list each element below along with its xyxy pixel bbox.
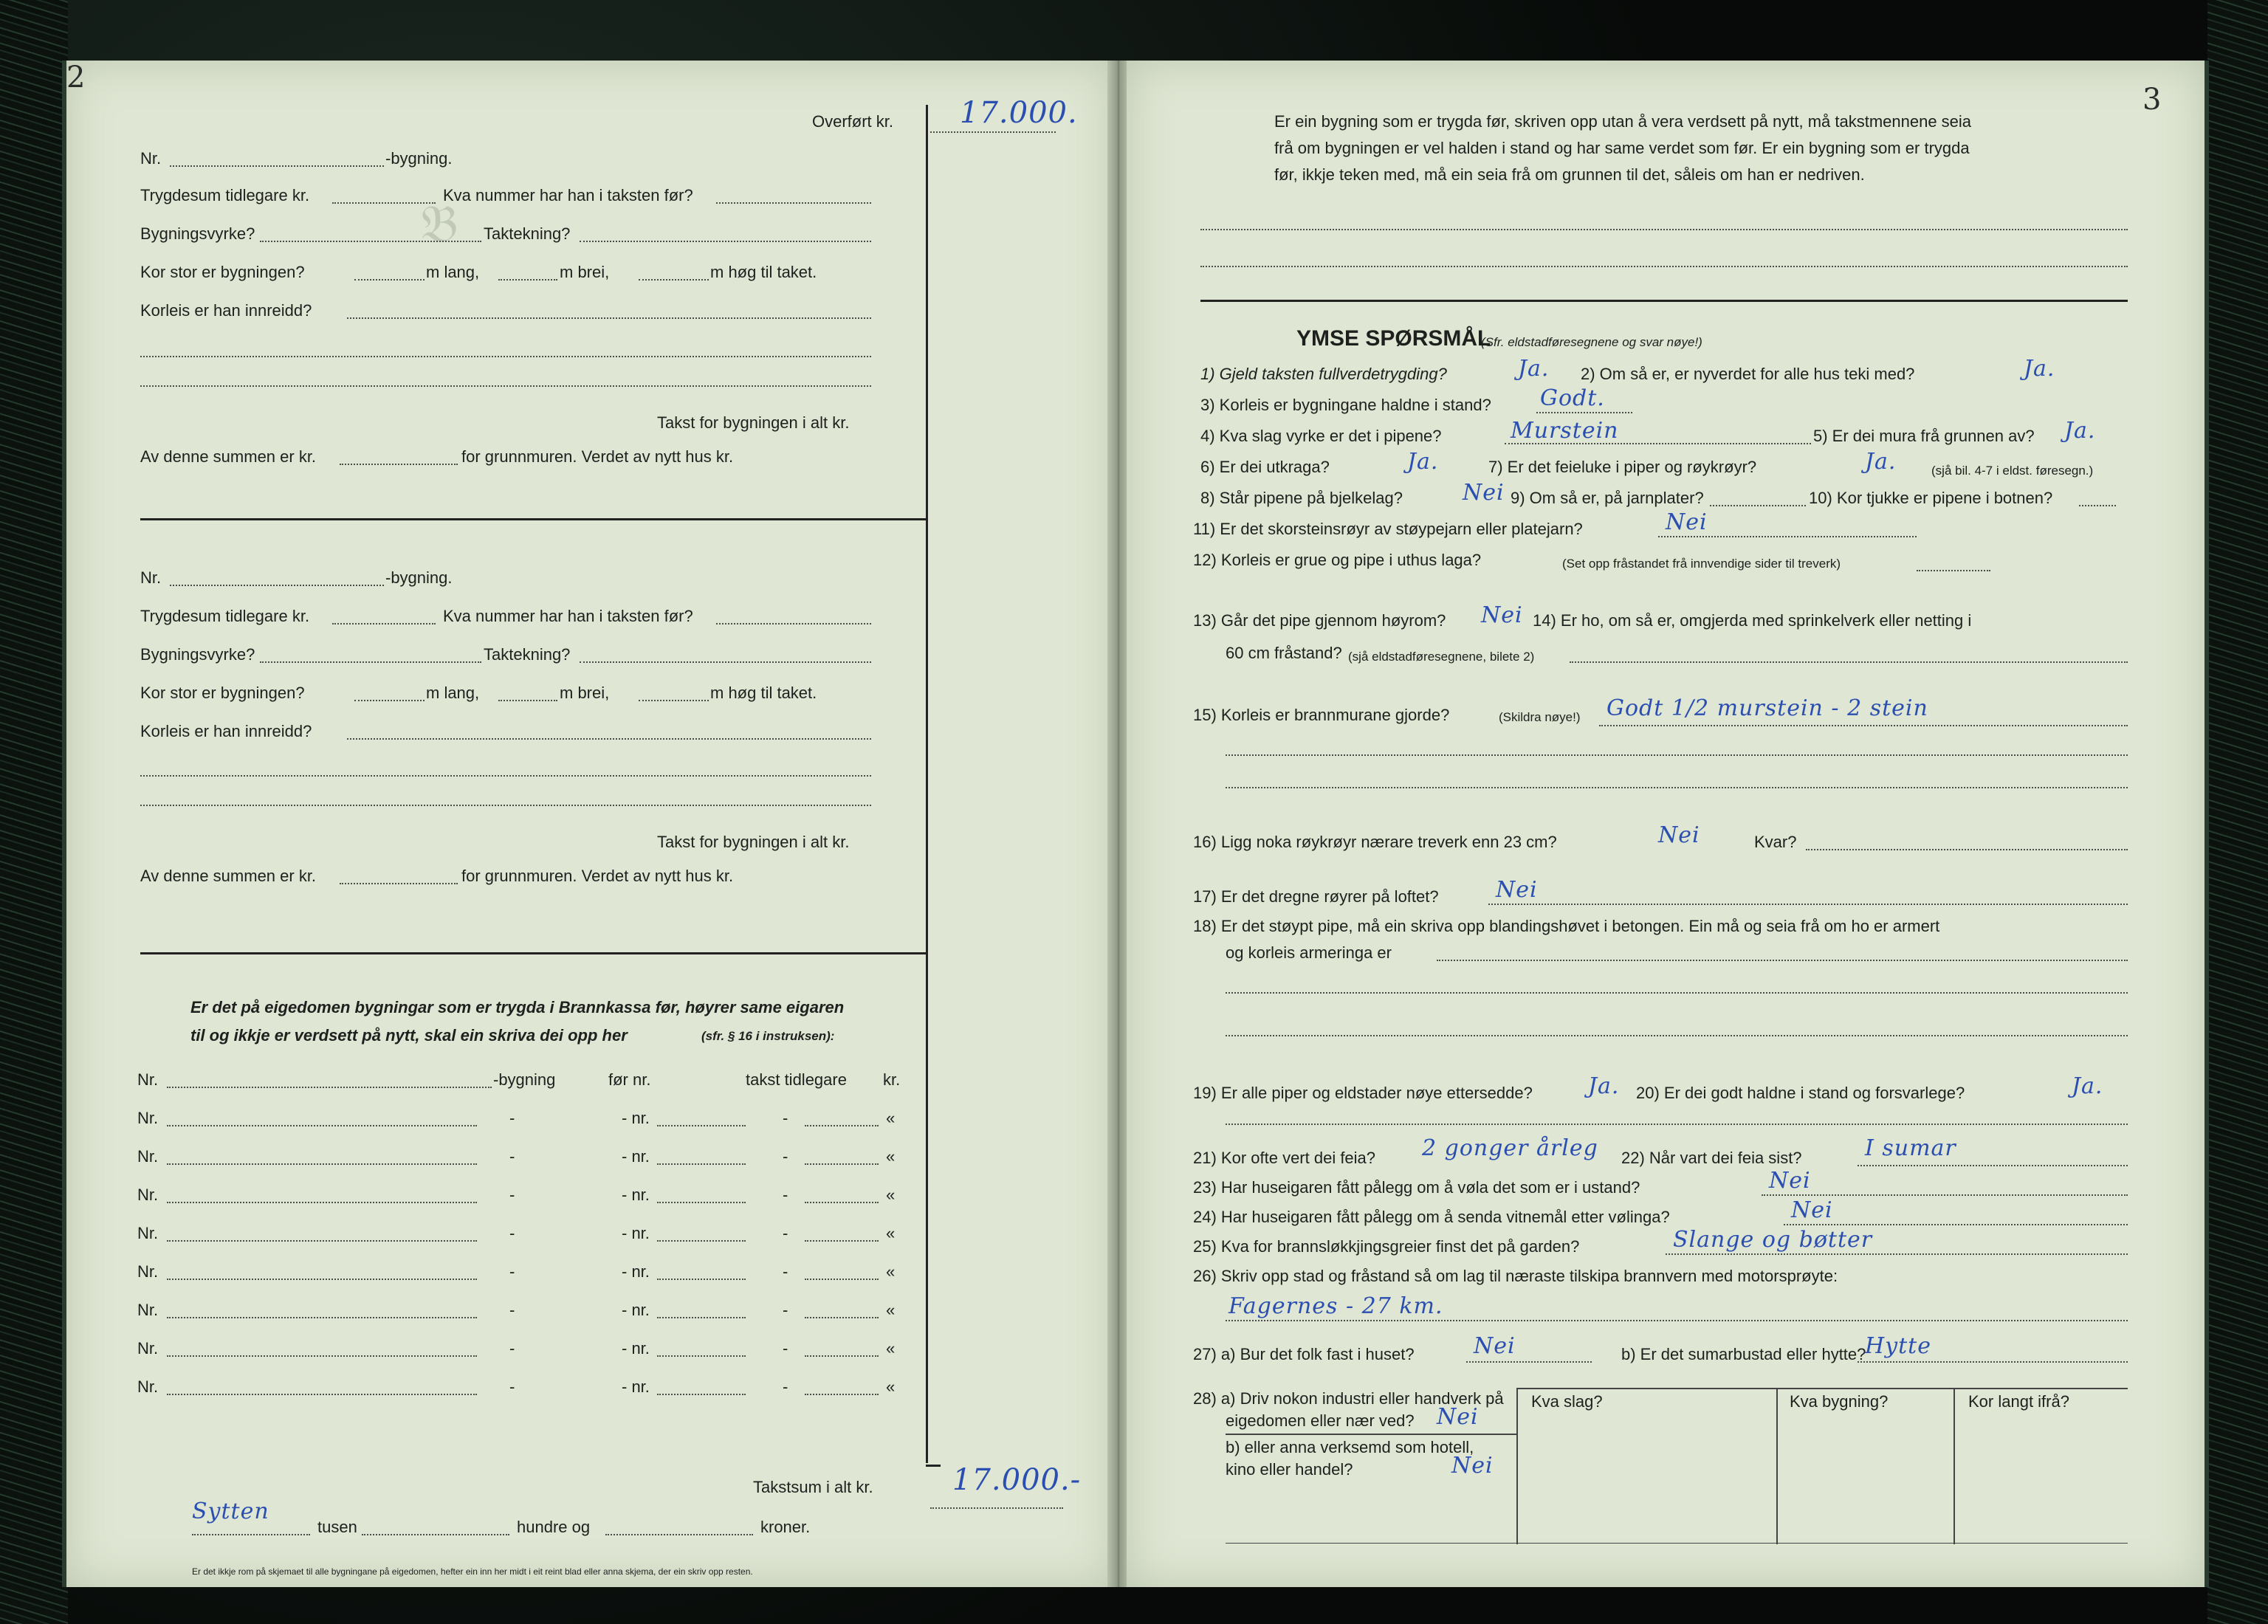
trygdesum-label: Trygdesum tidlegare kr. bbox=[140, 186, 310, 204]
row-kr-ditto: « bbox=[886, 1262, 896, 1281]
row-kr-ditto: « bbox=[886, 1147, 896, 1166]
bygningsvyrke-field[interactable] bbox=[260, 241, 481, 242]
q23-answer[interactable]: Nei bbox=[1769, 1168, 1811, 1194]
takst-label: Takst for bygningen i alt kr. bbox=[657, 413, 850, 432]
q3-line bbox=[1536, 412, 1632, 413]
q15-line bbox=[1599, 725, 2128, 726]
m-brei-label: m brei, bbox=[560, 684, 610, 702]
intro-note-line-1[interactable] bbox=[1200, 229, 2128, 230]
nr-label: Nr. bbox=[140, 149, 162, 168]
row-bygning-dash: - bbox=[509, 1109, 515, 1127]
section-divider bbox=[1200, 300, 2128, 302]
row-for-nr-label: - nr. bbox=[622, 1224, 650, 1242]
bleed-through-mark: 𝔅 bbox=[421, 193, 458, 254]
row-nr-label: Nr. bbox=[137, 1224, 159, 1242]
q25-answer[interactable]: Slange og bøtter bbox=[1673, 1227, 1873, 1253]
intro-line-3: før, ikkje teken med, må ein seia frå om grunnen til det, såleis om han er nedriven. bbox=[1274, 165, 1865, 184]
q25-label: 25) Kva for brannsløkkjingsgreier finst det på garden? bbox=[1193, 1237, 1580, 1256]
q27b-answer[interactable]: Hytte bbox=[1865, 1333, 1931, 1359]
row-nr-field[interactable] bbox=[167, 1202, 477, 1203]
q16-label: 16) Ligg noka røykrøyr nærare treverk enn 23 cm? bbox=[1193, 833, 1557, 851]
q12-field[interactable] bbox=[1917, 570, 1990, 571]
q14-cont: 60 cm fråstand? bbox=[1226, 644, 1342, 662]
col-kor-langt: Kor langt ifrå? bbox=[1968, 1392, 2069, 1411]
trygdesum-label: Trygdesum tidlegare kr. bbox=[140, 607, 310, 625]
row-for-nr-field[interactable] bbox=[657, 1202, 746, 1203]
row-nr-field[interactable] bbox=[167, 1279, 477, 1280]
q28a-answer[interactable]: Nei bbox=[1437, 1404, 1479, 1430]
row-nr-label: Nr. bbox=[137, 1109, 159, 1127]
row-kr-ditto: « bbox=[886, 1109, 896, 1127]
trygdesum-field[interactable] bbox=[332, 623, 436, 625]
row-bygning-dash: - bbox=[509, 1377, 515, 1396]
row-takst-dash: - bbox=[783, 1147, 788, 1166]
q10-field[interactable] bbox=[2079, 505, 2116, 506]
q28-table-col-2 bbox=[1776, 1388, 1778, 1544]
row-for-nr-label: - nr. bbox=[622, 1186, 650, 1204]
row-takst-dash: - bbox=[783, 1377, 788, 1396]
korleis-field[interactable] bbox=[347, 317, 871, 319]
q25-line bbox=[1666, 1253, 2128, 1255]
kor-stor-label: Kor stor er bygningen? bbox=[140, 684, 305, 702]
left-marbled-cover bbox=[0, 0, 68, 1624]
q24-answer[interactable]: Nei bbox=[1791, 1197, 1833, 1223]
col-kva-bygning: Kva bygning? bbox=[1790, 1392, 1889, 1411]
q10-label: 10) Kor tjukke er pipene i botnen? bbox=[1809, 489, 2053, 507]
q17-answer[interactable]: Nei bbox=[1496, 877, 1538, 903]
taktekning-label: Taktekning? bbox=[484, 645, 571, 664]
q4-label: 4) Kva slag vyrke er det i pipene? bbox=[1200, 427, 1442, 445]
breidd-field[interactable] bbox=[498, 279, 557, 281]
grunnmur-field[interactable] bbox=[340, 883, 458, 884]
q15-reference: (Skildra nøye!) bbox=[1499, 710, 1581, 724]
row-for-nr-field[interactable] bbox=[657, 1240, 746, 1242]
q27a-answer[interactable]: Nei bbox=[1474, 1333, 1516, 1359]
q28-table-bottom bbox=[1226, 1543, 2128, 1544]
list-header-field[interactable] bbox=[167, 1087, 492, 1088]
q6-answer[interactable]: Ja. bbox=[1407, 449, 1439, 475]
q1-label: 1) Gjeld taksten fullverdetrygding? bbox=[1200, 365, 1447, 383]
m-lang-label: m lang, bbox=[426, 684, 480, 702]
row-nr-label: Nr. bbox=[137, 1147, 159, 1166]
takstsum-value: 17.000.- bbox=[952, 1463, 1082, 1497]
q17-label: 17) Er det dregne røyrer på loftet? bbox=[1193, 887, 1439, 906]
lengd-field[interactable] bbox=[354, 700, 425, 701]
row-for-nr-label: - nr. bbox=[622, 1147, 650, 1166]
takstsum-line bbox=[930, 1507, 1063, 1509]
q12-reference: (Set opp fråstandet frå innvendige sider til treverk) bbox=[1562, 557, 1841, 571]
row-kr-ditto: « bbox=[886, 1301, 896, 1319]
q23-line bbox=[1762, 1194, 2128, 1196]
row-takst-dash: - bbox=[783, 1224, 788, 1242]
takst-label: Takst for bygningen i alt kr. bbox=[657, 833, 850, 851]
row-for-nr-label: - nr. bbox=[622, 1301, 650, 1319]
row-nr-field[interactable] bbox=[167, 1125, 477, 1126]
q26-line bbox=[1226, 1320, 2128, 1321]
row-bygning-dash: - bbox=[509, 1224, 515, 1242]
korleis-field[interactable] bbox=[347, 738, 871, 740]
q18-cont: og korleis armeringa er bbox=[1226, 943, 1392, 962]
row-takst-field[interactable] bbox=[805, 1355, 879, 1357]
intro-line-1: Er ein bygning som er trygda før, skriven opp utan å vera verdsett på nytt, må takstmennene seia bbox=[1274, 112, 1972, 131]
right-marbled-cover bbox=[2207, 0, 2268, 1624]
q7-reference: (sjå bil. 4-7 i eldst. føresegn.) bbox=[1931, 464, 2094, 478]
q17-line bbox=[1488, 904, 2128, 905]
row-for-nr-field[interactable] bbox=[657, 1163, 746, 1165]
q28b-line-2: kino eller handel? bbox=[1226, 1460, 1353, 1479]
q14-field[interactable] bbox=[1570, 661, 2128, 663]
av-denne-label: Av denne summen er kr. bbox=[140, 867, 317, 885]
row-kr-ditto: « bbox=[886, 1339, 896, 1358]
taktekning-label: Taktekning? bbox=[484, 224, 571, 243]
overfort-value: 17.000. bbox=[960, 96, 1078, 130]
q28-table-col-1 bbox=[1516, 1388, 1518, 1544]
row-kr-ditto: « bbox=[886, 1377, 896, 1396]
q7-label: 7) Er det feieluke i piper og røykrøyr? bbox=[1488, 458, 1757, 476]
q19-answer[interactable]: Ja. bbox=[1588, 1073, 1620, 1099]
kva-nummer-label: Kva nummer har han i taksten før? bbox=[443, 186, 693, 204]
q15-label: 15) Korleis er brannmurane gjorde? bbox=[1193, 706, 1450, 724]
kva-nummer-field[interactable] bbox=[716, 202, 871, 204]
q20-label: 20) Er dei godt haldne i stand og forsvarlege? bbox=[1636, 1084, 1965, 1102]
row-bygning-dash: - bbox=[509, 1186, 515, 1204]
korleis-field-3[interactable] bbox=[140, 805, 871, 806]
row-takst-dash: - bbox=[783, 1301, 788, 1319]
notice-line-1: Er det på eigedomen bygningar som er trygda i Brannkassa før, høyrer same eigaren bbox=[190, 998, 845, 1016]
korleis-field-3[interactable] bbox=[140, 385, 871, 387]
q23-label: 23) Har huseigaren fått pålegg om å vøla det som er i ustand? bbox=[1193, 1178, 1640, 1197]
q11-line bbox=[1658, 536, 1917, 537]
q8-label: 8) Står pipene på bjelkelag? bbox=[1200, 489, 1403, 507]
nr-label: Nr. bbox=[140, 568, 162, 587]
korleis-field-2[interactable] bbox=[140, 356, 871, 357]
row-for-nr-field[interactable] bbox=[657, 1394, 746, 1395]
q2-label: 2) Om så er, er nyverdet for alle hus teki med? bbox=[1581, 365, 1915, 383]
taktekning-field[interactable] bbox=[580, 661, 871, 663]
korleis-label: Korleis er han innreidd? bbox=[140, 301, 312, 320]
row-for-nr-field[interactable] bbox=[657, 1355, 746, 1357]
korleis-field-2[interactable] bbox=[140, 775, 871, 777]
q5-label: 5) Er dei mura frå grunnen av? bbox=[1813, 427, 2035, 445]
q24-line bbox=[1784, 1224, 2128, 1225]
section-title: YMSE SPØRSMÅL bbox=[1296, 326, 1491, 351]
hundre-label: hundre og bbox=[517, 1518, 591, 1536]
list-header-bygning: -bygning bbox=[493, 1070, 556, 1089]
grunnmuren-label: for grunnmuren. Verdet av nytt hus kr. bbox=[461, 447, 734, 466]
q21-answer[interactable]: 2 gonger årleg bbox=[1422, 1135, 1598, 1161]
q27a-label: 27) a) Bur det folk fast i huset? bbox=[1193, 1345, 1415, 1363]
q2-answer[interactable]: Ja. bbox=[2024, 356, 2055, 382]
q22-answer[interactable]: I sumar bbox=[1865, 1135, 1956, 1161]
q28b-line-1: b) eller anna verksemd som hotell, bbox=[1226, 1438, 1474, 1456]
q15-field-3[interactable] bbox=[1226, 787, 2128, 788]
q6-label: 6) Er dei utkraga? bbox=[1200, 458, 1330, 476]
q12-label: 12) Korleis er grue og pipe i uthus laga? bbox=[1193, 551, 1482, 569]
row-for-nr-label: - nr. bbox=[622, 1109, 650, 1127]
row-nr-label: Nr. bbox=[137, 1301, 159, 1319]
q11-label: 11) Er det skorsteinsrøyr av støypejarn eller platejarn? bbox=[1193, 520, 1583, 538]
q21-label: 21) Kor ofte vert dei feia? bbox=[1193, 1149, 1376, 1167]
taktekning-field[interactable] bbox=[580, 241, 871, 242]
q3-answer[interactable]: Godt. bbox=[1540, 385, 1605, 411]
row-nr-field[interactable] bbox=[167, 1317, 477, 1318]
tusen-field[interactable] bbox=[192, 1534, 310, 1535]
row-bygning-dash: - bbox=[509, 1147, 515, 1166]
q27b-label: b) Er det sumarbustad eller hytte? bbox=[1621, 1345, 1866, 1363]
tusen-label: tusen bbox=[317, 1518, 357, 1536]
q20-answer[interactable]: Ja. bbox=[2072, 1073, 2103, 1099]
q13-label: 13) Går det pipe gjennom høyrom? bbox=[1193, 611, 1446, 630]
intro-line-2: frå om bygningen er vel halden i stand og har same verdet som før. Er ein bygning som er trygda bbox=[1274, 139, 1970, 157]
q18-label: 18) Er det støypt pipe, må ein skriva opp blandingshøvet i betongen. Ein må og seia frå om ho er armert bbox=[1193, 917, 1940, 935]
bygning-label: -bygning. bbox=[385, 568, 453, 587]
row-for-nr-field[interactable] bbox=[657, 1317, 746, 1318]
korleis-label: Korleis er han innreidd? bbox=[140, 722, 312, 740]
q26-label: 26) Skriv opp stad og fråstand så om lag til næraste tilskipa brannvern med motorsprøyte: bbox=[1193, 1267, 1838, 1285]
row-bygning-dash: - bbox=[509, 1301, 515, 1319]
row-takst-field[interactable] bbox=[805, 1240, 879, 1242]
section-subtitle: (Sfr. eldstadføresegnene og svar nøye!) bbox=[1481, 335, 1702, 349]
row-for-nr-label: - nr. bbox=[622, 1339, 650, 1358]
row-bygning-dash: - bbox=[509, 1339, 515, 1358]
section-divider-2 bbox=[140, 952, 927, 954]
q27b-line bbox=[1858, 1361, 2128, 1363]
page-number-right: 3 bbox=[2142, 83, 2162, 117]
takstsum-label: Takstsum i alt kr. bbox=[753, 1478, 873, 1496]
row-takst-field[interactable] bbox=[805, 1279, 879, 1280]
row-takst-dash: - bbox=[783, 1109, 788, 1127]
intro-note-line-2[interactable] bbox=[1200, 266, 2128, 267]
q9-label: 9) Om så er, på jarnplater? bbox=[1511, 489, 1704, 507]
nr-field[interactable] bbox=[170, 585, 384, 586]
q11-answer[interactable]: Nei bbox=[1666, 509, 1708, 535]
bygningsvyrke-label: Bygningsvyrke? bbox=[140, 645, 255, 664]
row-takst-field[interactable] bbox=[805, 1202, 879, 1203]
q28a-line-2: eigedomen eller nær ved? bbox=[1226, 1411, 1415, 1430]
bygningsvyrke-field[interactable] bbox=[260, 661, 481, 663]
q4-line bbox=[1505, 443, 1811, 444]
q28-table-top bbox=[1518, 1388, 2128, 1389]
q26-answer[interactable]: Fagernes - 27 km. bbox=[1228, 1293, 1443, 1319]
hogd-field[interactable] bbox=[639, 700, 709, 701]
q9-field[interactable] bbox=[1710, 505, 1806, 506]
q16-kvar-field[interactable] bbox=[1806, 849, 2128, 850]
q22-line bbox=[1858, 1165, 2128, 1166]
q28a-line-1: 28) a) Driv nokon industri eller handverk på bbox=[1193, 1389, 1504, 1408]
col-kva-slag: Kva slag? bbox=[1531, 1392, 1603, 1411]
q22-label: 22) Når vart dei feia sist? bbox=[1621, 1149, 1802, 1167]
q18-field-1[interactable] bbox=[1437, 960, 2128, 961]
q28-row-divider bbox=[1226, 1434, 1518, 1435]
row-takst-dash: - bbox=[783, 1186, 788, 1204]
q15-answer[interactable]: Godt 1/2 murstein - 2 stein bbox=[1606, 695, 1928, 721]
q28b-answer[interactable]: Nei bbox=[1451, 1453, 1494, 1479]
right-page bbox=[1127, 61, 2209, 1587]
q16-answer[interactable]: Nei bbox=[1658, 822, 1700, 848]
q5-answer[interactable]: Ja. bbox=[2064, 418, 2096, 444]
row-nr-field[interactable] bbox=[167, 1163, 477, 1165]
q28-table-col-3 bbox=[1953, 1388, 1955, 1544]
hundre-field[interactable] bbox=[362, 1534, 509, 1535]
q7-answer[interactable]: Ja. bbox=[1865, 449, 1897, 475]
q1-answer[interactable]: Ja. bbox=[1518, 356, 1550, 382]
row-nr-label: Nr. bbox=[137, 1262, 159, 1281]
q18-field-3[interactable] bbox=[1226, 1035, 2128, 1036]
kva-nummer-label: Kva nummer har han i taksten før? bbox=[443, 607, 693, 625]
breidd-field[interactable] bbox=[498, 700, 557, 701]
row-takst-field[interactable] bbox=[805, 1163, 879, 1165]
kroner-label: kroner. bbox=[760, 1518, 811, 1536]
row-takst-field[interactable] bbox=[805, 1317, 879, 1318]
row-for-nr-field[interactable] bbox=[657, 1125, 746, 1126]
bygningsvyrke-label: Bygningsvyrke? bbox=[140, 224, 255, 243]
q14-label: 14) Er ho, om så er, omgjerda med sprinkelverk eller netting i bbox=[1533, 611, 1972, 630]
footnote: Er det ikkje rom på skjemaet til alle bygningane på eigedomen, hefter ein inn her midt i eit reint blad eller anna skjema, der ein skriv opp resten. bbox=[192, 1566, 753, 1577]
row-for-nr-field[interactable] bbox=[657, 1279, 746, 1280]
q13-answer[interactable]: Nei bbox=[1481, 602, 1523, 628]
row-bygning-dash: - bbox=[509, 1262, 515, 1281]
row-nr-label: Nr. bbox=[137, 1377, 159, 1396]
row-kr-ditto: « bbox=[886, 1224, 896, 1242]
row-takst-dash: - bbox=[783, 1339, 788, 1358]
kor-stor-label: Kor stor er bygningen? bbox=[140, 263, 305, 281]
row-takst-dash: - bbox=[783, 1262, 788, 1281]
overfort-label: Overført kr. bbox=[812, 112, 893, 131]
sum-in-words: Sytten bbox=[192, 1499, 269, 1524]
row-takst-field[interactable] bbox=[805, 1125, 879, 1126]
q20-field[interactable] bbox=[1226, 1124, 2128, 1125]
m-brei-label: m brei, bbox=[560, 263, 610, 281]
q16-kvar-label: Kvar? bbox=[1754, 833, 1797, 851]
kroner-field[interactable] bbox=[605, 1534, 753, 1535]
nr-field[interactable] bbox=[170, 165, 384, 167]
q18-field-2[interactable] bbox=[1226, 992, 2128, 994]
row-nr-label: Nr. bbox=[137, 1186, 159, 1204]
row-takst-field[interactable] bbox=[805, 1394, 879, 1395]
row-nr-label: Nr. bbox=[137, 1339, 159, 1358]
q27a-line bbox=[1466, 1361, 1592, 1363]
kva-nummer-field[interactable] bbox=[716, 623, 871, 625]
q8-answer[interactable]: Nei bbox=[1463, 480, 1505, 506]
q3-label: 3) Korleis er bygningane haldne i stand? bbox=[1200, 396, 1491, 414]
list-header-nr: Nr. bbox=[137, 1070, 159, 1089]
list-header-kr: kr. bbox=[883, 1070, 901, 1089]
row-nr-field[interactable] bbox=[167, 1355, 477, 1357]
page-number-left: 2 bbox=[66, 61, 86, 94]
m-hog-label: m høg til taket. bbox=[710, 684, 817, 702]
lengd-field[interactable] bbox=[354, 279, 425, 281]
row-nr-field[interactable] bbox=[167, 1394, 477, 1395]
section-divider-1 bbox=[140, 518, 927, 520]
q14-reference: (sjå eldstadføresegnene, bilete 2) bbox=[1348, 650, 1535, 664]
bygning-label: -bygning. bbox=[385, 149, 453, 168]
list-header-takst: takst tidlegare bbox=[746, 1070, 847, 1089]
q24-label: 24) Har huseigaren fått pålegg om å senda vitnemål etter vølinga? bbox=[1193, 1208, 1670, 1226]
m-lang-label: m lang, bbox=[426, 263, 480, 281]
row-for-nr-label: - nr. bbox=[622, 1377, 650, 1396]
row-kr-ditto: « bbox=[886, 1186, 896, 1204]
notice-line-2: til og ikkje er verdsett på nytt, skal ein skriva dei opp her bbox=[190, 1026, 628, 1045]
amount-column-rule bbox=[926, 105, 928, 1463]
notice-reference: (sfr. § 16 i instruksen): bbox=[701, 1029, 835, 1043]
grunnmuren-label: for grunnmuren. Verdet av nytt hus kr. bbox=[461, 867, 734, 885]
left-page bbox=[62, 61, 1115, 1587]
trygdesum-field[interactable] bbox=[332, 202, 436, 204]
row-nr-field[interactable] bbox=[167, 1240, 477, 1242]
grunnmur-field[interactable] bbox=[340, 464, 458, 465]
list-header-for-nr: før nr. bbox=[608, 1070, 651, 1089]
overfort-line bbox=[930, 131, 1056, 133]
q4-answer[interactable]: Murstein bbox=[1511, 418, 1619, 444]
row-for-nr-label: - nr. bbox=[622, 1262, 650, 1281]
q19-label: 19) Er alle piper og eldstader nøye ettersedde? bbox=[1193, 1084, 1533, 1102]
m-hog-label: m høg til taket. bbox=[710, 263, 817, 281]
total-tick bbox=[926, 1465, 941, 1467]
hogd-field[interactable] bbox=[639, 279, 709, 281]
q15-field-2[interactable] bbox=[1226, 754, 2128, 756]
av-denne-label: Av denne summen er kr. bbox=[140, 447, 317, 466]
